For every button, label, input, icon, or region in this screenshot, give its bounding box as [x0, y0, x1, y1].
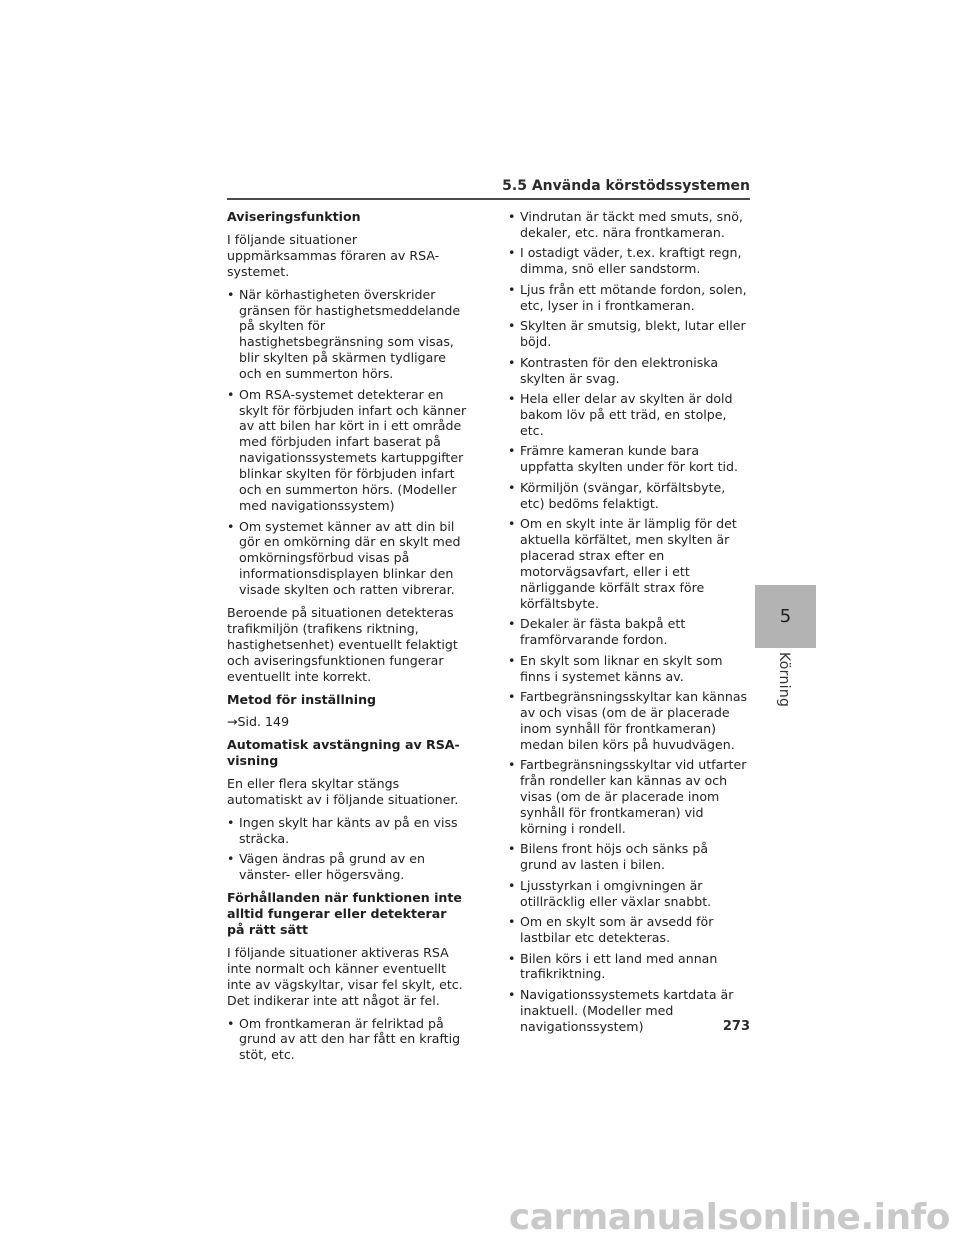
bullet-list — [227, 815, 467, 883]
list-item: • Fartbegränsningsskyltar vid utfarter från rondeller kan kännas av och visas (om de är placerade inom synhåll för frontkameran) vid körning i rondell. — [508, 757, 748, 837]
paragraph: En eller flera skyltar stängs automatiskt av i följande situationer. — [227, 776, 459, 808]
right-column — [508, 209, 748, 1042]
paragraph: Beroende på situationen detekteras trafikmiljön (trafikens riktning, hastighetsenhet) eventuellt felaktigt och aviseringsfunktionen fungerar eventuellt inte korrekt. — [227, 605, 458, 684]
bullet-list — [508, 209, 748, 1035]
list-item: • Ingen skylt har känts av på en viss sträcka. — [227, 815, 467, 847]
heading-automatisk-avstangning: Automatisk avstängning av RSA-visning — [227, 737, 460, 769]
list-item: • I ostadigt väder, t.ex. kraftigt regn, dimma, snö eller sandstorm. — [508, 245, 748, 277]
list-item: • Om RSA-systemet detekterar en skylt för förbjuden infart och känner av att bilen har kört in i ett område med förbjuden infart baserat på navigationssystemets kartuppgifter blinkar skylten för förbjuden infart och en summerton hörs. (Modeller med navigationssystem) — [227, 387, 467, 514]
heading-metod-for-installning: Metod för inställning — [227, 691, 377, 707]
list-item: • Om frontkameran är felriktad på grund av att den har fått en kraftig stöt, etc. — [227, 1016, 467, 1064]
heading-forhallanden: Förhållanden när funktionen inte alltid fungerar eller detekterar på rätt sätt — [227, 890, 462, 938]
list-item: • Hela eller delar av skylten är dold bakom löv på ett träd, en stolpe, etc. — [508, 391, 748, 439]
list-item: • Bilens front höjs och sänks på grund av lasten i bilen. — [508, 841, 748, 873]
list-item: • En skylt som liknar en skylt som finns i systemet känns av. — [508, 653, 748, 685]
list-item: • Vindrutan är täckt med smuts, snö, dekaler, etc. nära frontkameran. — [508, 209, 748, 241]
list-item: • Kontrasten för den elektroniska skylten är svag. — [508, 355, 748, 387]
heading-aviseringsfunktion: Aviseringsfunktion — [227, 209, 361, 224]
list-item: • Ljusstyrkan i omgivningen är otillräcklig eller växlar snabbt. — [508, 878, 748, 910]
paragraph: I följande situationer uppmärksammas föraren av RSA-systemet. — [227, 231, 440, 279]
list-item: • När körhastigheten överskrider gränsen för hastighetsmeddelande på skylten för hastighetsbegränsning som visas, blir skylten på skärmen tydligare och en summerton hörs. — [227, 287, 467, 382]
list-item: • Vägen ändras på grund av en vänster- eller högersväng. — [227, 851, 467, 883]
header-divider — [227, 198, 750, 200]
chapter-tab[interactable] — [755, 585, 816, 648]
list-item: • Körmiljön (svängar, körfältsbyte, etc) bedöms felaktigt. — [508, 480, 748, 512]
bullet-list — [227, 287, 467, 598]
list-item: • Fartbegränsningsskyltar kan kännas av och visas (om de är placerade inom synhåll för frontkameran) medan bilen körs på huvudvägen. — [508, 689, 748, 753]
list-item: • Bilen körs i ett land med annan trafikriktning. — [508, 951, 748, 983]
paragraph: I följande situationer aktiveras RSA inte normalt och känner eventuellt inte av vägskyltar, visar fel skylt, etc. Det indikerar inte att något är fel. — [227, 944, 463, 1008]
chapter-number: 5 — [779, 606, 792, 627]
list-item: • Navigationssystemets kartdata är inaktuell. (Modeller med navigationssystem) — [508, 987, 748, 1035]
chapter-label: Körning — [776, 652, 792, 708]
page-reference-link[interactable]: →Sid. 149 — [227, 714, 290, 730]
list-item: • Om systemet känner av att din bil gör en omkörning där en skylt med omkörningsförbud visas på informationsdisplayen blinkar den visade skylten och ratten vibrerar. — [227, 519, 467, 599]
watermark: carmanualsonline.info — [508, 1197, 950, 1238]
section-title: 5.5 Använda körstödssystemen — [502, 178, 750, 194]
left-column — [227, 209, 467, 1070]
list-item: • Främre kameran kunde bara uppfatta skylten under för kort tid. — [508, 443, 748, 475]
list-item: • Om en skylt som är avsedd för lastbilar etc detekteras. — [508, 914, 748, 946]
bullet-list — [227, 1016, 467, 1064]
list-item: • Dekaler är fästa bakpå ett framförvarande fordon. — [508, 616, 748, 648]
list-item: • Om en skylt inte är lämplig för det aktuella körfältet, men skylten är placerad strax efter en motorvägsavfart, eller i ett närliggande körfält strax före körfältsbyte. — [508, 516, 748, 611]
list-item: • Ljus från ett mötande fordon, solen, etc, lyser in i frontkameran. — [508, 282, 748, 314]
list-item: • Skylten är smutsig, blekt, lutar eller böjd. — [508, 318, 748, 350]
page-number: 273 — [722, 1019, 750, 1034]
